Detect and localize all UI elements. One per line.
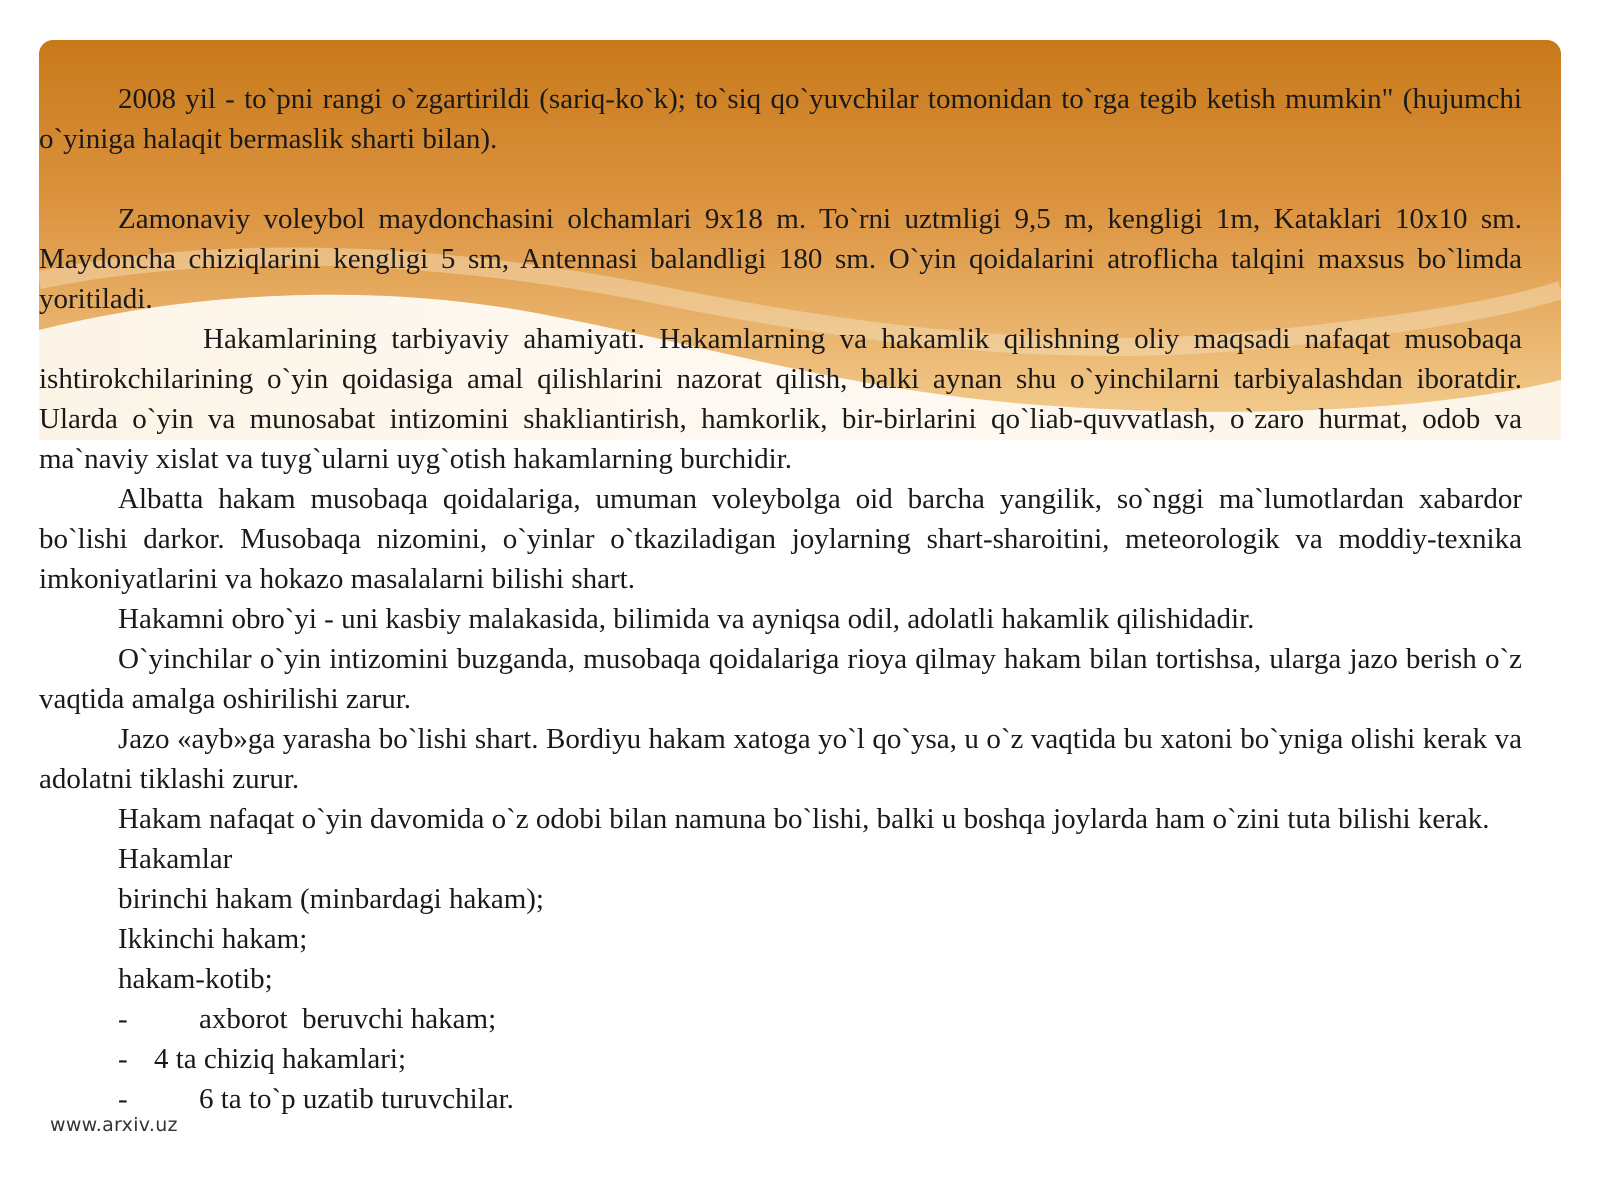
paragraph-referee-reputation: Hakamni obro`yi - uni kasbiy malakasida, bilimida va ayniqsa odil, adolatli hakamlik qilishidadir. [118, 603, 1255, 635]
paragraph-referee-education: Hakamlarining tarbiyaviy ahamiyati. Hakamlarning va hakamlik qilishning oliy maqsadi nafaqat musobaqa ishtirokchilarining o`yin qoidasiga amal qilishlarini nazorat qilish, balki aynan shu o`yinchilarni tarbiyalashdan iboratdir. Ularda o`yin va munosabat intizomini shakliantirish, hamkorlik, bir-birlarini qo`liab-quvvatlash, o`zaro hurmat, odob va ma`naviy xislat va tuyg`ularni uyg`otish hakamlarning burchidir. [39, 323, 1522, 475]
paragraph-spacer [39, 159, 1522, 199]
list-dash: - [118, 1003, 128, 1035]
referees-heading: Hakamlar [118, 843, 233, 875]
list-dash: - [118, 1043, 128, 1075]
referee-dash-item [39, 1079, 1522, 1119]
referee-dash-item-text: 4 ta chiziq hakamlari; [154, 1043, 407, 1075]
referee-list-item: Ikkinchi hakam; [118, 923, 308, 955]
referee-dash-item [39, 1039, 1522, 1079]
document-body [39, 79, 1522, 1119]
paragraph-referee-knowledge: Albatta hakam musobaqa qoidalariga, umuman voleybolga oid barcha yangilik, so`nggi ma`lumotlardan xabardor bo`lishi darkor. Musobaqa nizomini, o`yinlar o`tkaziladigan joylarning shart-sharoitini, meteorologik va moddiy-texnika imkoniyatlarini va hokazo masalalarni bilishi shart. [39, 483, 1522, 595]
paragraph-punishment: Jazo «ayb»ga yarasha bo`lishi shart. Bordiyu hakam xatoga yo`l qo`ysa, u o`z vaqtida bu xatoni bo`yniga olishi kerak va adolatni tiklashi zurur. [39, 723, 1522, 795]
paragraph-ball-color: 2008 yil - to`pni rangi o`zgartirildi (sariq-ko`k); to`siq qo`yuvchilar tomonidan to`rga tegib ketish mumkin" (hujumchi o`yiniga halaqit bermaslik sharti bilan). [39, 83, 1522, 155]
paragraph-player-discipline: O`yinchilar o`yin intizomini buzganda, musobaqa qoidalariga rioya qilmay hakam bilan tortishsa, ularga jazo berish o`z vaqtida amalga oshirilishi zarur. [39, 643, 1522, 715]
source-watermark: www.arxiv.uz [50, 1114, 178, 1136]
referee-dash-item-text: 6 ta to`p uzatib turuvchilar. [199, 1083, 514, 1115]
list-dash: - [118, 1083, 128, 1115]
referee-dash-item [39, 999, 1522, 1039]
referee-list-item: hakam-kotib; [118, 963, 273, 995]
paragraph-court-dimensions: Zamonaviy voleybol maydonchasini olchamlari 9x18 m. To`rni uztmligi 9,5 m, kengligi 1m, Kataklari 10x10 sm. Maydoncha chiziqlarini kengligi 5 sm, Antennasi balandligi 180 sm. O`yin qoidalarini atroflicha talqini maxsus bo`limda yoritiladi. [39, 203, 1522, 315]
referee-dash-item-text: axborot beruvchi hakam; [199, 1003, 497, 1035]
paragraph-referee-conduct: Hakam nafaqat o`yin davomida o`z odobi bilan namuna bo`lishi, balki u boshqa joylarda ham o`zini tuta bilishi kerak. [118, 803, 1490, 835]
referee-list-item: birinchi hakam (minbardagi hakam); [118, 883, 544, 915]
